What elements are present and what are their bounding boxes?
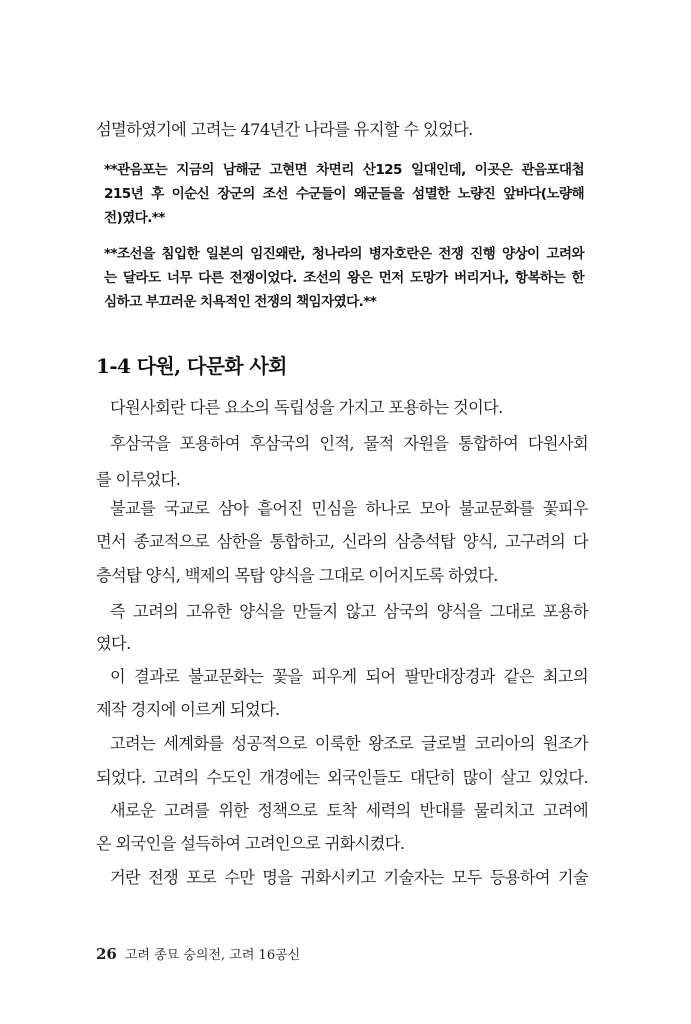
section-heading: 1-4 다원, 다문화 사회 <box>96 354 287 378</box>
paragraph-line: 후삼국을 포용하여 후삼국의 인적, 물적 자원을 통합하여 다원사회 <box>110 434 588 453</box>
note-line: **조선을 침입한 일본의 임진왜란, 청나라의 병자호란은 전쟁 진행 양상이 고려와 <box>104 246 584 262</box>
paragraph-line: 되었다. 고려의 수도인 개경에는 외국인들도 대단히 많이 살고 있었다. <box>96 768 588 787</box>
paragraph-line: 이 결과로 불교문화는 꽃을 피우게 되어 팔만대장경과 같은 최고의 <box>110 667 588 686</box>
page-number: 26 <box>96 945 117 963</box>
paragraph-line: 불교를 국교로 삼아 흩어진 민심을 하나로 모아 불교문화를 꽃피우 <box>110 499 588 518</box>
paragraph-line: 즉 고려의 고유한 양식을 만들지 않고 삼국의 양식을 그대로 포용하 <box>110 602 588 621</box>
page-footer <box>96 944 300 963</box>
note-line: 심하고 부끄러운 치욕적인 전쟁의 책임자였다.** <box>104 294 377 310</box>
paragraph-line: 를 이루었다. <box>96 470 181 489</box>
note-line: **관음포는 지금의 남해군 고현면 차면리 산125 일대인데, 이곳은 관음포대첩 <box>104 162 584 178</box>
note-line: 215년 후 이순신 장군의 조선 수군들이 왜군들을 섬멸한 노량진 앞바다(노량해 <box>104 186 584 202</box>
paragraph-line: 면서 종교적으로 삼한을 통합하고, 신라의 삼층석탑 양식, 고구려의 다 <box>96 532 588 551</box>
intro-line: 섬멸하였기에 고려는 474년간 나라를 유지할 수 있었다. <box>96 120 473 139</box>
paragraph-line: 였다. <box>96 634 131 653</box>
paragraph-line: 새로운 고려를 위한 정책으로 토착 세력의 반대를 물리치고 고려에 <box>110 801 588 820</box>
note-line: 전)였다.** <box>104 210 165 226</box>
paragraph-line: 고려는 세계화를 성공적으로 이룩한 왕조로 글로벌 코리아의 원조가 <box>110 734 588 753</box>
running-title: 고려 종묘 숭의전, 고려 16공신 <box>124 948 301 963</box>
paragraph-line: 제작 경지에 이르게 되었다. <box>96 700 280 719</box>
paragraph-line: 거란 전쟁 포로 수만 명을 귀화시키고 기술자는 모두 등용하여 기술 <box>110 868 588 887</box>
paragraph-line: 온 외국인을 설득하여 고려인으로 귀화시켰다. <box>96 834 405 853</box>
note-line: 는 달라도 너무 다른 전쟁이었다. 조선의 왕은 먼저 도망가 버리거나, 항복하는 한 <box>104 270 584 286</box>
paragraph-line: 다원사회란 다른 요소의 독립성을 가지고 포용하는 것이다. <box>110 398 503 417</box>
paragraph-line: 층석탑 양식, 백제의 목탑 양식을 그대로 이어지도록 하였다. <box>96 566 498 585</box>
